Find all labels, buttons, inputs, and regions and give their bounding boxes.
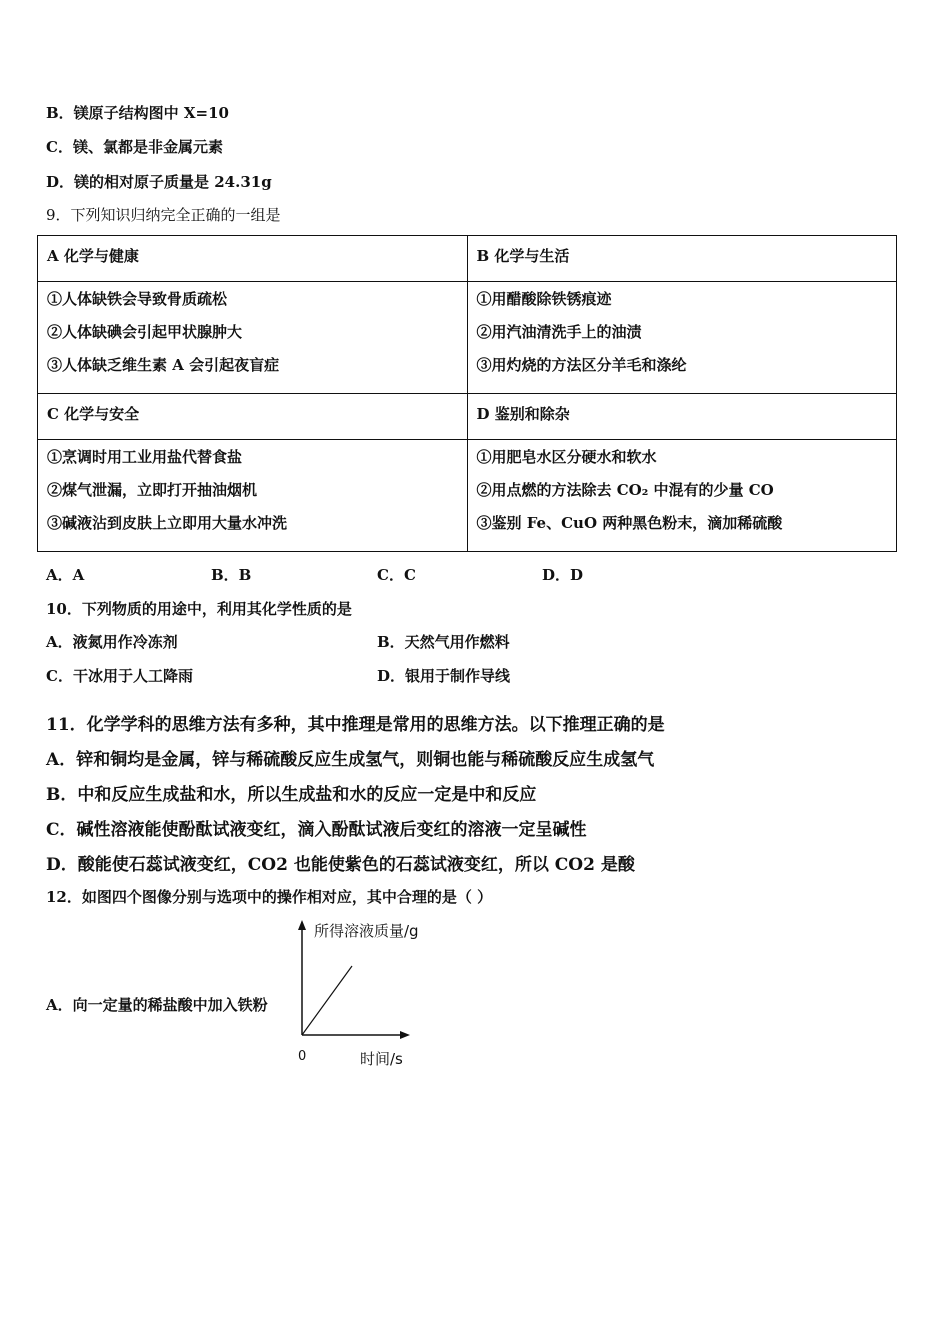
x-axis-arrow-icon <box>400 1031 410 1039</box>
q12-option-a: A．向一定量的稀盐酸中加入铁粉 <box>46 996 268 1014</box>
list-item: ②人体缺碘会引起甲状腺肿大 <box>47 323 243 341</box>
list-item: ②用点燃的方法除去 CO₂ 中混有的少量 CO <box>476 481 774 499</box>
list-item: ①用醋酸除铁锈痕迹 <box>476 290 612 308</box>
table-cell-a-items <box>38 282 468 394</box>
list-item: ③鉴别 Fe、CuO 两种黑色粉末，滴加稀硫酸 <box>476 514 783 532</box>
q8-option-d: D．镁的相对原子质量是 24.31g <box>46 173 272 191</box>
list-item: ②煤气泄漏，立即打开抽油烟机 <box>47 481 258 499</box>
origin-label: 0 <box>298 1049 307 1064</box>
table-cell-c-items <box>38 440 468 552</box>
y-axis-arrow-icon <box>298 920 306 930</box>
q12-stem: 12．如图四个图像分别与选项中的操作相对应，其中合理的是（ ） <box>46 888 493 906</box>
list-item: ③人体缺乏维生素 A 会引起夜盲症 <box>47 356 280 374</box>
table-cell-a-title: A 化学与健康 <box>38 236 468 282</box>
q11-stem: 11．化学学科的思维方法有多种，其中推理是常用的思维方法。以下推理正确的是 <box>46 715 665 735</box>
table-cell-c-title: C 化学与安全 <box>38 394 468 440</box>
table-cell-d-items <box>467 440 897 552</box>
list-item: ①烹调时用工业用盐代替食盐 <box>47 448 243 466</box>
q10-option-a: A．液氮用作冷冻剂 <box>46 633 178 651</box>
q11-option-a: A．锌和铜均是金属，锌与稀硫酸反应生成氢气，则铜也能与稀硫酸反应生成氢气 <box>46 750 655 770</box>
q9-option-a: A．A <box>46 566 85 584</box>
q9-option-b: B．B <box>211 566 252 584</box>
table-cell-b-title: B 化学与生活 <box>467 236 897 282</box>
q10-option-d: D．银用于制作导线 <box>377 667 511 685</box>
q8-option-b: B．镁原子结构图中 X=10 <box>46 104 229 122</box>
table-cell-d-title: D 鉴别和除杂 <box>467 394 897 440</box>
x-axis-label: 时间/s <box>360 1050 403 1068</box>
list-item: ③用灼烧的方法区分羊毛和涤纶 <box>476 356 687 374</box>
list-item: ①人体缺铁会导致骨质疏松 <box>47 290 228 308</box>
list-item: ②用汽油清洗手上的油渍 <box>476 323 642 341</box>
q11-option-b: B．中和反应生成盐和水，所以生成盐和水的反应一定是中和反应 <box>46 785 537 805</box>
q10-option-b: B．天然气用作燃料 <box>377 633 510 651</box>
y-axis-label: 所得溶液质量/g <box>314 922 419 940</box>
q9-option-c: C．C <box>377 566 416 584</box>
table-cell-b-items <box>467 282 897 394</box>
q9-option-d: D．D <box>542 566 584 584</box>
knowledge-table <box>37 235 897 552</box>
q10-stem: 10．下列物质的用途中，利用其化学性质的是 <box>46 600 352 618</box>
list-item: ①用肥皂水区分硬水和软水 <box>476 448 657 466</box>
q11-option-d: D．酸能使石蕊试液变红，CO2 也能使紫色的石蕊试液变红，所以 CO2 是酸 <box>46 855 635 875</box>
q11-option-c: C．碱性溶液能使酚酞试液变红，滴入酚酞试液后变红的溶液一定呈碱性 <box>46 820 587 840</box>
graph-line <box>302 966 352 1035</box>
q9-stem: 9．下列知识归纳完全正确的一组是 <box>46 206 281 224</box>
q8-option-c: C．镁、氯都是非金属元素 <box>46 138 223 156</box>
q10-option-c: C．干冰用于人工降雨 <box>46 667 193 685</box>
list-item: ③碱液沾到皮肤上立即用大量水冲洗 <box>47 514 288 532</box>
q12-graph <box>280 910 480 1080</box>
